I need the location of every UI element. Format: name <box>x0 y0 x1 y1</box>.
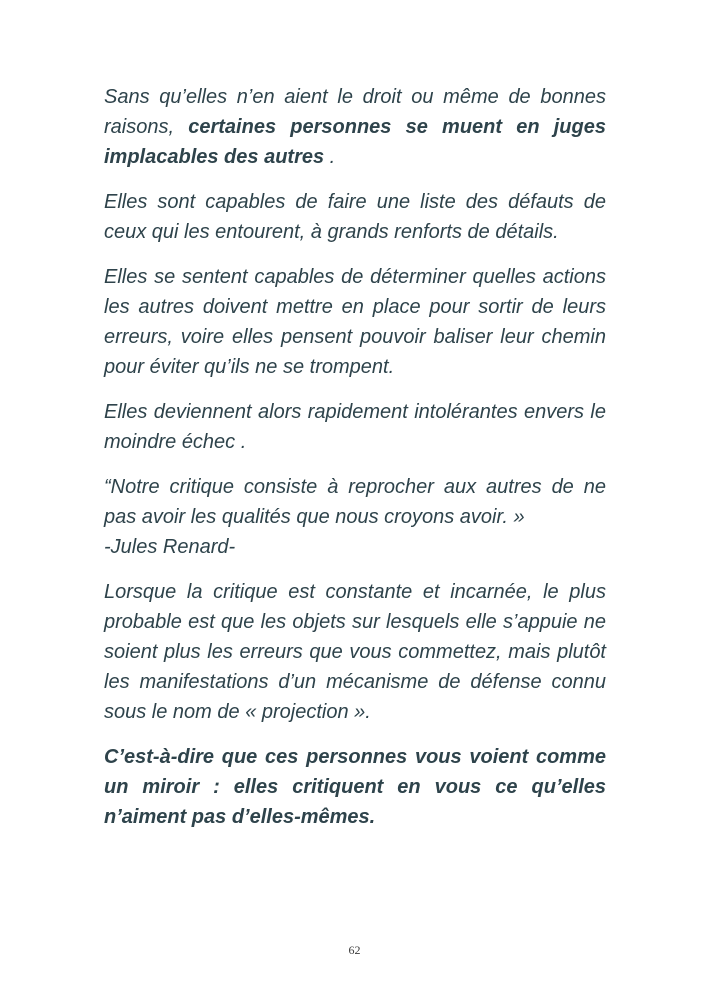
paragraph <box>104 262 606 382</box>
text-run: Elles deviennent alors rapidement intolérantes envers le moindre échec . <box>104 401 606 453</box>
emphasis-text: C’est-à-dire que ces personnes vous voient comme un miroir : elles critiquent en vous ce qu’elles n’aiment pas d’elles-mêmes. <box>104 746 606 828</box>
page-number: 62 <box>348 943 361 957</box>
page-body <box>104 82 606 832</box>
paragraph <box>104 187 606 247</box>
emphasis-text: certaines personnes se muent en juges implacables des autres <box>104 116 606 168</box>
text-run: Elles sont capables de faire une liste des défauts de ceux qui les entourent, à grands renforts de détails. <box>104 191 606 243</box>
text-run: Sans qu’elles n’en aient le droit ou même de bonnes raisons, <box>104 86 606 138</box>
paragraph <box>104 397 606 457</box>
text-run: Elles se sentent capables de déterminer quelles actions les autres doivent mettre en place pour sortir de leurs erreurs, voire elles pensent pouvoir baliser leur chemin pour éviter qu’ils ne se trompent. <box>104 266 606 378</box>
paragraph <box>104 82 606 172</box>
paragraph <box>104 577 606 727</box>
text-run: “Notre critique consiste à reprocher aux autres de ne pas avoir les qualités que nous croyons avoir. » <box>104 476 606 528</box>
paragraph <box>104 742 606 832</box>
text-run: . <box>324 146 336 168</box>
text-run: Lorsque la critique est constante et incarnée, le plus probable est que les objets sur lesquels elle s’appuie ne soient plus les erreurs que vous commettez, mais plutôt les manifestations d’un mécanisme de défense connu sous le nom de « projection ». <box>104 581 606 723</box>
text-run: -Jules Renard- <box>104 536 236 558</box>
paragraph <box>104 472 606 562</box>
